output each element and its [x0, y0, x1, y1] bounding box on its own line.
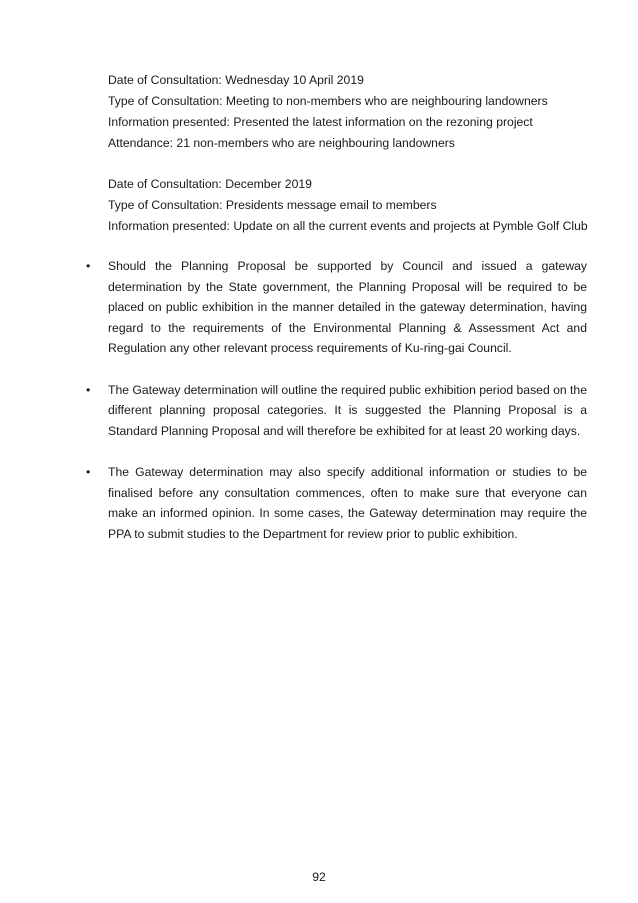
- consultation-record-1: [108, 70, 588, 154]
- consultation-type: Type of Consultation: Presidents message email to members: [108, 198, 437, 212]
- bullet-icon: •: [86, 465, 91, 479]
- consultation-date: Date of Consultation: December 2019: [108, 177, 312, 191]
- bullet-item-exhibition-period: [0, 380, 638, 442]
- bullet-item-exhibition: [0, 256, 638, 359]
- bullet-item-additional-studies: [0, 462, 638, 544]
- consultation-date: Date of Consultation: Wednesday 10 April 2019: [108, 73, 364, 87]
- bullet-text: The Gateway determination may also specify additional information or studies to be finalised before any consultation commences, often to make sure that everyone can make an informed opinion. In some cases, the Gateway determination may require the PPA to submit studies to the Department for review prior to public exhibition.: [108, 465, 587, 541]
- bullet-list: [0, 256, 638, 565]
- page-number: 92: [312, 870, 326, 884]
- consultation-information: Information presented: Presented the latest information on the rezoning project: [108, 115, 533, 129]
- consultation-type: Type of Consultation: Meeting to non-members who are neighbouring landowners: [108, 94, 548, 108]
- bullet-icon: •: [86, 382, 91, 397]
- consultation-record-2: [108, 174, 588, 237]
- bullet-text: Should the Planning Proposal be supported by Council and issued a gateway determination by the State government, the Planning Proposal will be required to be placed on public exhibition in the manner detailed in the gateway determination, having regard to the requirements of the Environmental Planning & Assessment Act and Regulation any other relevant process requirements of Ku-ring-gai Council.: [108, 259, 587, 355]
- consultation-attendance: Attendance: 21 non-members who are neighbouring landowners: [108, 136, 455, 150]
- consultation-information: Information presented: Update on all the current events and projects at Pymble Golf Club: [108, 219, 588, 233]
- bullet-text: The Gateway determination will outline the required public exhibition period based on the different planning proposal categories. It is suggested the Planning Proposal is a Standard Planning Proposal and will therefore be exhibited for at least 20 working days.: [108, 382, 587, 438]
- bullet-icon: •: [86, 259, 91, 273]
